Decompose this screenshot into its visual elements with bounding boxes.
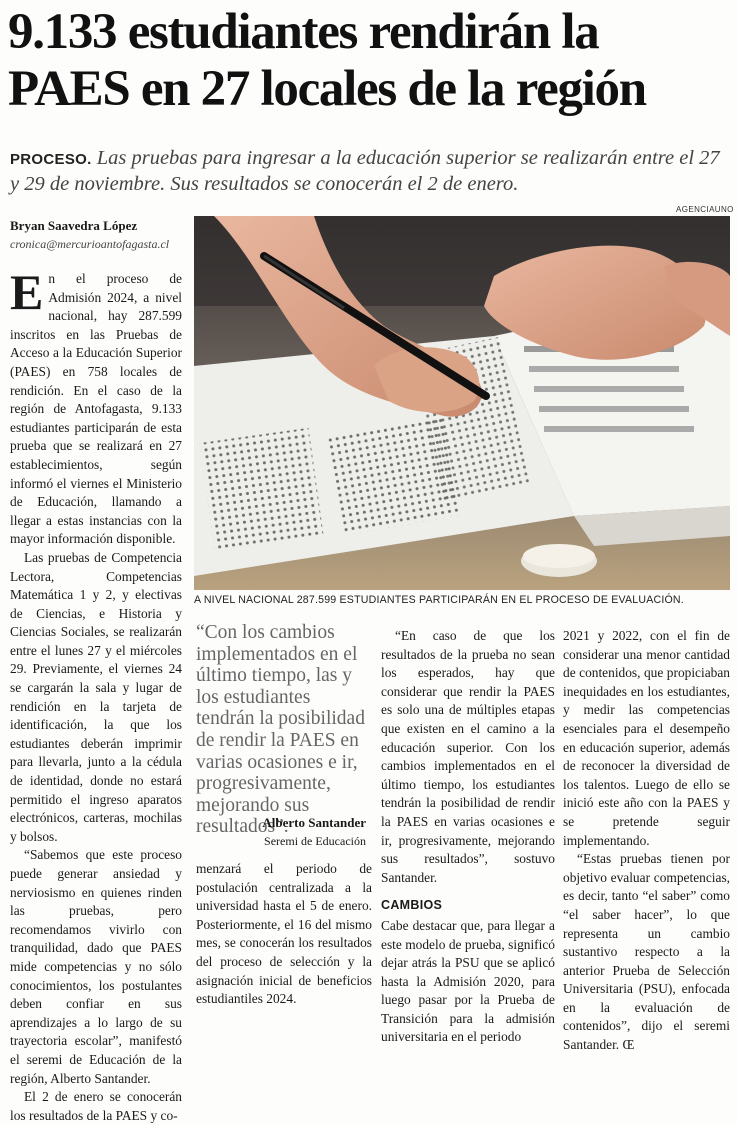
paragraph: El 2 de enero se conocerán los resultados de la PAES y co-: [10, 1089, 182, 1123]
end-mark-icon: Œ: [622, 1037, 635, 1053]
drop-cap: E: [10, 264, 44, 320]
headline-line-1: 9.133 estudiantes rendirán la: [8, 4, 599, 60]
paragraph: 2021 y 2022, con el fin de considerar una menor cantidad de contenidos, que propiciaban inequidades en los estudiantes, y medir las competencias esenciales para el desempeño en educación superior, además de reconocer la diversidad de los talentos. Luego de ello se inició este año con la PAES y se pretende seguir implementando.: [563, 628, 730, 848]
byline: [10, 218, 190, 252]
subheading: CAMBIOS: [381, 898, 443, 913]
paragraph: “En caso de que los resultados de la prueba no sean los esperados, hay que considerar que rendir la PAES es solo una de múltiples etapas que existen en el camino a la educación superior. Con los cambios implementados en el último tiempo, los estudiantes tendrán la posibilidad de rendir la PAES en varias ocasiones e ir, progresivamente, mejorando sus resultados”, sostuvo Santander.: [381, 628, 555, 885]
headline-line-2: PAES en 27 locales de la región: [8, 61, 646, 117]
byline-author: Bryan Saavedra López: [10, 218, 138, 233]
photo-caption: A NIVEL NACIONAL 287.599 ESTUDIANTES PARTICIPARÁN EN EL PROCESO DE EVALUACIÓN.: [194, 594, 684, 606]
byline-email: cronica@mercurioantofagasta.cl: [10, 237, 170, 251]
article-column-2: [196, 860, 372, 1009]
article-column-3: [381, 627, 555, 1047]
article-column-4: [563, 627, 730, 1055]
headline: [8, 4, 730, 118]
paragraph-text: “Estas pruebas tienen por objetivo evaluar competencias, es decir, tanto “el saber” como “el saber hacer”, lo que representa un cambio sustantivo respecto a la anterior Prueba de Selección Universitaria (PSU), enfocada en la evaluación de contenidos”, dijo el seremi Santander.: [563, 851, 730, 1053]
pull-quote-attribution: [196, 815, 366, 849]
deck-kicker: PROCESO.: [10, 151, 92, 168]
paragraph: “Sabemos que este proceso puede generar ansiedad y nerviosismo en quienes rinden las pruebas, pero recomendamos vivirlo con tranquilidad, dado que PAES mide competencias y no sólo conocimientos, los postulantes deben confiar en sus aprendizajes a lo largo de su trayectoria escolar”, manifestó el seremi de Educación de la región, Alberto Santander.: [10, 847, 182, 1086]
pull-quote-author: Alberto Santander: [262, 815, 366, 830]
article-photo: [194, 216, 730, 590]
deck-text: Las pruebas para ingresar a la educación superior se realizarán entre el 27 y 29 de noviembre. Sus resultados se conocerán el 2 de enero.: [10, 147, 720, 195]
paragraph-text: n el proceso de Admisión 2024, a nivel nacional, hay 287.599 inscritos en las Pruebas de Acceso a la Educación Superior (PAES) en 758 locales de rendición. En el caso de la región de Antofagasta, 9.133 estudiantes participarán de esta prueba que se realizará en 27 establecimientos, según informó el viernes el Ministerio de Educación, llamando a llegar a estas instancias con la mayor información disponible.: [10, 271, 182, 547]
paragraph: menzará el periodo de postulación centralizada a la universidad hasta el 5 de enero. Posteriormente, el 16 del mismo mes, se conocerán los resultados del proceso de selección y la asignación inicial de beneficios estudiantiles 2024.: [196, 861, 372, 1007]
paragraph: Las pruebas de Competencia Lectora, Competencias Matemática 1 y 2, y electivas de Ciencias, e Historia y Ciencias Sociales, se realizarán entre el lunes 27 y el miércoles 29. Previamente, el viernes 24 se cargarán la sala y lugar de rendición en la tarjeta de identificación, la que los estudiantes deberán imprimir para llevarla, junto a la cédula de identidad, donde no estará permitido el ingreso aparatos electrónicos, carteras, mochilas y bolsos.: [10, 549, 182, 844]
deck: [10, 146, 730, 197]
pull-quote: “Con los cambios implementados en el último tiempo, las y los estudiantes tendrán la posibilidad de rendir la PAES en varias ocasiones e ir, progresivamente, mejorando sus resultados”.: [196, 622, 365, 838]
paragraph: [10, 264, 182, 549]
paragraph: Cabe destacar que, para llegar a este modelo de prueba, significó dejar atrás la PSU que se aplicó hasta la Admisión 2020, para luego pasar por la Prueba de Transición para la admisión universitaria en el periodo: [381, 917, 555, 1045]
photo-illustration: [194, 216, 730, 590]
paragraph: [563, 850, 730, 1055]
photo-credit: AGENCIAUNO: [676, 205, 734, 214]
pull-quote-role: Seremi de Educación: [264, 834, 366, 848]
article-column-1: [10, 264, 182, 1125]
